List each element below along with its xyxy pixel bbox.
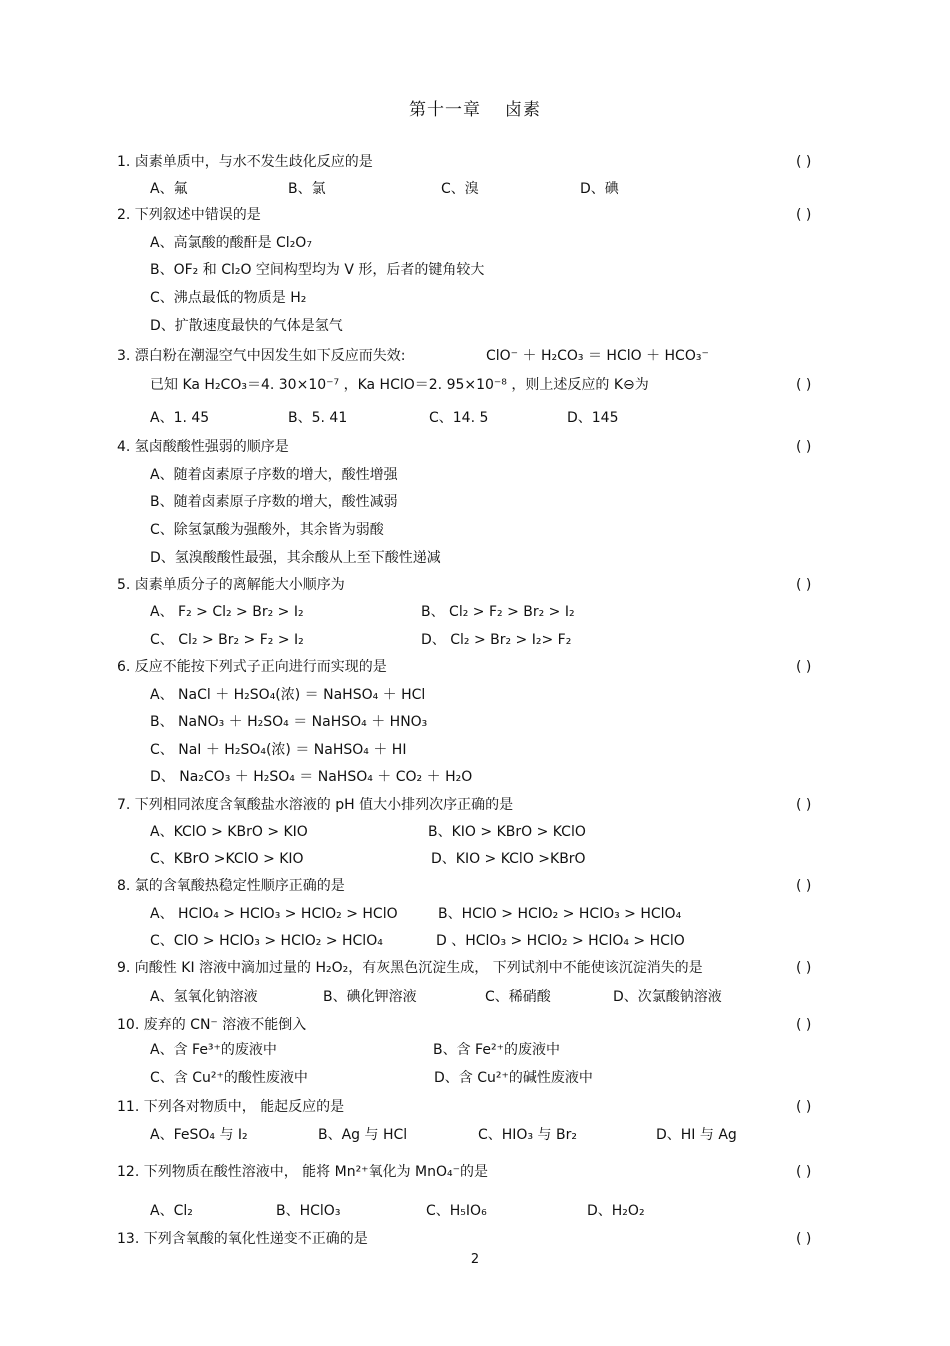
question-stem: 13. 下列含氧酸的氧化性递变不正确的是 xyxy=(117,1231,368,1247)
option-row xyxy=(0,986,950,1008)
question-stem: 12. 下列物质在酸性溶液中， 能将 Mn²⁺氧化为 MnO₄⁻的是 xyxy=(117,1164,488,1180)
question-6 xyxy=(0,656,950,678)
answer-bracket: ( ) xyxy=(796,207,812,223)
option-a: A、 HClO₄ > HClO₃ > HClO₂ > HClO xyxy=(150,906,398,922)
question-2 xyxy=(0,204,950,226)
option-row xyxy=(0,903,950,925)
question-stem: 6. 反应不能按下列式子正向进行而实现的是 xyxy=(117,659,387,675)
option-a: A、FeSO₄ 与 I₂ xyxy=(150,1127,248,1143)
option-d: D、145 xyxy=(567,410,619,426)
option-b: B、随着卤素原子序数的增大，酸性减弱 xyxy=(150,494,398,510)
option-b: B、KIO > KBrO > KClO xyxy=(428,824,586,840)
option-row xyxy=(0,287,950,309)
chapter-name: 卤素 xyxy=(505,100,541,120)
question-stem: 2. 下列叙述中错误的是 xyxy=(117,207,261,223)
option-c: C、14. 5 xyxy=(429,410,489,426)
question-stem: 8. 氯的含氧酸热稳定性顺序正确的是 xyxy=(117,878,345,894)
answer-bracket: ( ) xyxy=(796,659,812,675)
option-c: C、溴 xyxy=(441,181,479,197)
option-row xyxy=(0,821,950,843)
answer-bracket: ( ) xyxy=(796,797,812,813)
option-a: A、1. 45 xyxy=(150,410,210,426)
option-a: A、KClO > KBrO > KIO xyxy=(150,824,308,840)
question-stem: 9. 向酸性 KI 溶液中滴加过量的 H₂O₂，有灰黑色沉淀生成， 下列试剂中不能使该沉淀消失的是 xyxy=(117,960,703,976)
answer-bracket: ( ) xyxy=(796,439,812,455)
option-b: B、 Cl₂ > F₂ > Br₂ > I₂ xyxy=(421,604,575,620)
question-3 xyxy=(0,345,950,367)
option-a: A、 NaCl ＋ H₂SO₄(浓) ＝ NaHSO₄ ＋ HCl xyxy=(150,687,426,703)
option-d: D 、HClO₃ > HClO₂ > HClO₄ > HClO xyxy=(436,933,685,949)
option-b: B、 NaNO₃ ＋ H₂SO₄ ＝ NaHSO₄ ＋ HNO₃ xyxy=(150,714,428,730)
option-row xyxy=(0,1200,950,1222)
option-c: C、稀硝酸 xyxy=(485,989,551,1005)
question-7 xyxy=(0,794,950,816)
option-d: D、扩散速度最快的气体是氢气 xyxy=(150,318,343,334)
given-constants: 已知 Ka H₂CO₃＝4. 30×10⁻⁷ ，Ka HClO＝2. 95×10⁻⁸ ，则上述反应的 K⊖为 xyxy=(150,377,649,393)
option-row xyxy=(0,739,950,761)
question-9 xyxy=(0,957,950,979)
option-row xyxy=(0,629,950,651)
option-c: C、除氢氯酸为强酸外，其余皆为弱酸 xyxy=(150,522,384,538)
answer-bracket: ( ) xyxy=(796,1231,812,1247)
option-a: A、含 Fe³⁺的废液中 xyxy=(150,1042,277,1058)
option-a: A、Cl₂ xyxy=(150,1203,193,1219)
question-stem: 5. 卤素单质分子的离解能大小顺序为 xyxy=(117,577,345,593)
answer-bracket: ( ) xyxy=(796,1099,812,1115)
option-c: C、 Cl₂ > Br₂ > F₂ > I₂ xyxy=(150,632,304,648)
answer-bracket: ( ) xyxy=(796,154,812,170)
question-1-options xyxy=(0,178,950,200)
option-row xyxy=(0,491,950,513)
question-stem: 10. 废弃的 CN⁻ 溶液不能倒入 xyxy=(117,1017,307,1033)
answer-bracket: ( ) xyxy=(796,878,812,894)
question-10 xyxy=(0,1014,950,1036)
option-b: B、氯 xyxy=(288,181,326,197)
option-a: A、氢氧化钠溶液 xyxy=(150,989,258,1005)
question-8 xyxy=(0,875,950,897)
option-c: C、HIO₃ 与 Br₂ xyxy=(478,1127,577,1143)
option-c: C、含 Cu²⁺的酸性废液中 xyxy=(150,1070,308,1086)
option-d: D、含 Cu²⁺的碱性废液中 xyxy=(434,1070,593,1086)
reaction-equation: ClO⁻ ＋ H₂CO₃ ＝ HClO ＋ HCO₃⁻ xyxy=(486,348,709,364)
question-stem: 3. 漂白粉在潮湿空气中因发生如下反应而失效: xyxy=(117,348,406,364)
option-row xyxy=(0,766,950,788)
option-row xyxy=(0,1067,950,1089)
question-stem: 4. 氢卤酸酸性强弱的顺序是 xyxy=(117,439,289,455)
page-number: 2 xyxy=(470,1252,480,1267)
question-stem: 1. 卤素单质中，与水不发生歧化反应的是 xyxy=(117,154,373,170)
question-5 xyxy=(0,574,950,596)
option-row xyxy=(0,519,950,541)
option-b: B、5. 41 xyxy=(288,410,348,426)
option-b: B、Ag 与 HCl xyxy=(318,1127,408,1143)
option-d: D、H₂O₂ xyxy=(587,1203,645,1219)
option-b: B、含 Fe²⁺的废液中 xyxy=(433,1042,560,1058)
question-11 xyxy=(0,1096,950,1118)
option-a: A、氟 xyxy=(150,181,188,197)
option-a: A、高氯酸的酸酐是 Cl₂O₇ xyxy=(150,235,312,251)
option-d: D、碘 xyxy=(580,181,619,197)
answer-bracket: ( ) xyxy=(796,1017,812,1033)
option-c: C、ClO > HClO₃ > HClO₂ > HClO₄ xyxy=(150,933,383,949)
question-stem: 7. 下列相同浓度含氧酸盐水溶液的 pH 值大小排列次序正确的是 xyxy=(117,797,514,813)
option-row xyxy=(0,848,950,870)
question-13 xyxy=(0,1228,950,1250)
option-row xyxy=(0,232,950,254)
chapter-title xyxy=(0,95,950,120)
option-b: B、OF₂ 和 Cl₂O 空间构型均为 V 形，后者的键角较大 xyxy=(150,262,485,278)
answer-bracket: ( ) xyxy=(796,377,812,393)
chapter-number: 第十一章 xyxy=(409,100,481,120)
answer-bracket: ( ) xyxy=(796,1164,812,1180)
option-row xyxy=(0,684,950,706)
option-d: D、HI 与 Ag xyxy=(656,1127,737,1143)
option-row xyxy=(0,315,950,337)
option-d: D、氢溴酸酸性最强，其余酸从上至下酸性递减 xyxy=(150,550,441,566)
question-4 xyxy=(0,436,950,458)
question-12 xyxy=(0,1161,950,1183)
option-d: D、 Cl₂ > Br₂ > I₂> F₂ xyxy=(421,632,572,648)
option-c: C、 NaI ＋ H₂SO₄(浓) ＝ NaHSO₄ ＋ HI xyxy=(150,742,407,758)
option-row xyxy=(0,1124,950,1146)
option-c: C、沸点最低的物质是 H₂ xyxy=(150,290,307,306)
option-a: A、随着卤素原子序数的增大，酸性增强 xyxy=(150,467,398,483)
answer-bracket: ( ) xyxy=(796,960,812,976)
option-b: B、碘化钾溶液 xyxy=(323,989,417,1005)
option-row xyxy=(0,464,950,486)
option-b: B、HClO > HClO₂ > HClO₃ > HClO₄ xyxy=(438,906,682,922)
option-row xyxy=(0,547,950,569)
option-d: D、次氯酸钠溶液 xyxy=(613,989,722,1005)
option-d: D、 Na₂CO₃ ＋ H₂SO₄ ＝ NaHSO₄ ＋ CO₂ ＋ H₂O xyxy=(150,769,473,785)
option-row xyxy=(0,930,950,952)
option-c: C、KBrO >KClO > KIO xyxy=(150,851,304,867)
option-b: B、HClO₃ xyxy=(276,1203,341,1219)
option-row xyxy=(0,601,950,623)
question-3-options xyxy=(0,407,950,429)
option-d: D、KIO > KClO >KBrO xyxy=(431,851,586,867)
option-row xyxy=(0,1039,950,1061)
option-c: C、H₅IO₆ xyxy=(426,1203,487,1219)
option-row xyxy=(0,711,950,733)
question-1 xyxy=(0,151,950,173)
answer-bracket: ( ) xyxy=(796,577,812,593)
option-a: A、 F₂ > Cl₂ > Br₂ > I₂ xyxy=(150,604,304,620)
question-3-given xyxy=(0,374,950,396)
question-stem: 11. 下列各对物质中， 能起反应的是 xyxy=(117,1099,345,1115)
option-row xyxy=(0,259,950,281)
